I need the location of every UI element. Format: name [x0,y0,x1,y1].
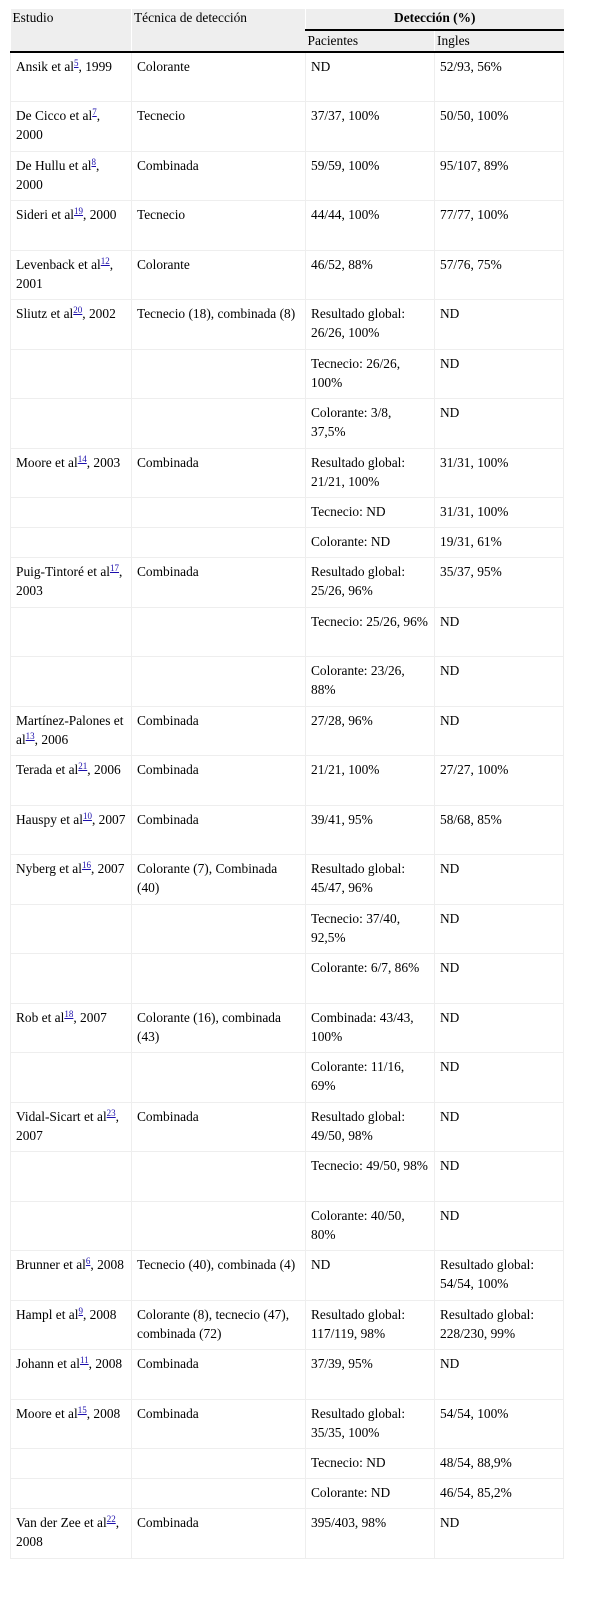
table-row [11,1449,564,1479]
study-year: , 2003 [16,564,123,598]
reference-link[interactable]: 20 [73,305,83,315]
reference-superscript [101,255,110,267]
study-author: Levenback et al [16,256,101,272]
cell-groins: ND [435,706,564,756]
table-row [11,904,564,954]
study-year: , 2008 [88,1356,123,1371]
cell-technique [132,498,306,528]
reference-superscript [73,304,82,316]
cell-groins: ND [435,300,564,350]
cell-study [11,558,132,608]
reference-superscript [107,1107,116,1119]
table-row [11,201,564,251]
cell-technique [132,1152,306,1202]
reference-link[interactable]: 5 [74,58,79,68]
cell-technique: Colorante (7), Combinada (40) [132,855,306,905]
table-row [11,528,564,558]
header-detection-group: Detección (%) [306,9,564,30]
cell-technique [132,1201,306,1251]
cell-study [11,250,132,300]
reference-link[interactable]: 16 [81,860,91,870]
cell-groins: ND [435,349,564,399]
cell-patients: 46/52, 88% [306,250,435,300]
cell-groins: 31/31, 100% [435,498,564,528]
table-row [11,1399,564,1449]
cell-patients: Tecnecio: 26/26, 100% [306,349,435,399]
header-patients: Pacientes [306,30,435,52]
table-row [11,1251,564,1301]
cell-technique: Combinada [132,1102,306,1152]
cell-technique [132,1449,306,1479]
cell-patients: Colorante: 11/16, 69% [306,1053,435,1103]
header-technique: Técnica de detección [132,9,306,52]
table-row [11,349,564,399]
cell-groins: ND [435,904,564,954]
cell-patients: 59/59, 100% [306,151,435,201]
cell-technique [132,1479,306,1509]
cell-technique: Colorante [132,52,306,102]
study-year: , 2007 [90,861,125,876]
cell-groins: 27/27, 100% [435,756,564,806]
cell-study [11,657,132,707]
study-year: , 2002 [82,306,116,321]
cell-technique: Combinada [132,151,306,201]
cell-groins: 35/37, 95% [435,558,564,608]
cell-technique [132,954,306,1004]
cell-groins: 19/31, 61% [435,528,564,558]
study-author: Puig-Tintoré et al [16,564,110,579]
reference-link[interactable]: 22 [106,1514,116,1524]
cell-study [11,349,132,399]
cell-study [11,1449,132,1479]
study-author: Brunner et al [16,1257,86,1272]
cell-groins: ND [435,1201,564,1251]
table-row [11,300,564,350]
cell-patients: Resultado global: 35/35, 100% [306,1399,435,1449]
reference-superscript [64,1008,73,1020]
study-year: , 2008 [90,1257,124,1272]
study-year: , 2006 [87,762,121,777]
cell-groins: 95/107, 89% [435,151,564,201]
study-year: , 2006 [34,731,69,747]
reference-link[interactable]: 7 [92,107,97,117]
cell-groins: ND [435,1152,564,1202]
study-author: Sliutz et al [16,306,74,321]
study-author: Terada et al [16,762,79,777]
cell-study [11,954,132,1004]
reference-superscript [78,453,87,465]
table-row [11,756,564,806]
cell-technique: Colorante (8), tecnecio (47), combinada (72) [132,1300,306,1350]
table-row [11,1509,564,1559]
study-author: Moore et al [16,1405,78,1421]
study-author: Martínez-Palones et al [16,712,124,747]
study-year: , 2008 [16,1515,120,1549]
table-header [11,9,564,52]
table-row [11,498,564,528]
cell-study [11,904,132,954]
cell-patients: Resultado global: 45/47, 96% [306,855,435,905]
cell-technique: Tecnecio (18), combinada (8) [132,300,306,350]
reference-link[interactable]: 9 [78,1305,83,1316]
cell-technique: Colorante (16), combinada (43) [132,1003,306,1053]
table-row [11,1479,564,1509]
cell-study [11,498,132,528]
cell-groins: 50/50, 100% [435,102,564,152]
table-row [11,706,564,756]
study-author: De Hullu et al [16,157,92,173]
cell-technique [132,607,306,657]
table-row [11,448,564,498]
cell-study [11,151,132,201]
table-row [11,250,564,300]
cell-groins: 31/31, 100% [435,448,564,498]
table-row [11,1300,564,1350]
cell-study [11,399,132,449]
cell-patients: Tecnecio: 37/40, 92,5% [306,904,435,954]
cell-study [11,1350,132,1400]
cell-groins: ND [435,1102,564,1152]
cell-groins: ND [435,399,564,449]
table-row [11,52,564,102]
cell-study [11,1152,132,1202]
reference-link[interactable]: 8 [91,156,96,167]
cell-patients: Tecnecio: 25/26, 96% [306,607,435,657]
study-author: Johann et al [16,1356,80,1371]
study-year: , 2007 [16,1108,120,1143]
cell-groins: 57/76, 75% [435,250,564,300]
cell-technique: Tecnecio [132,102,306,152]
cell-technique: Combinada [132,756,306,806]
table-row [11,102,564,152]
table-row [11,805,564,855]
study-year: , 2003 [86,454,121,470]
cell-technique [132,528,306,558]
cell-study [11,607,132,657]
cell-patients: ND [306,52,435,102]
study-year: , 2007 [91,811,126,827]
cell-groins: ND [435,1509,564,1559]
study-author: Nyberg et al [16,861,82,876]
cell-study [11,300,132,350]
cell-study [11,1509,132,1559]
reference-superscript [78,1404,87,1416]
cell-technique [132,904,306,954]
cell-technique [132,657,306,707]
cell-study [11,52,132,102]
table-row [11,1102,564,1152]
cell-study [11,1251,132,1301]
study-author: Rob et al [16,1009,65,1025]
reference-link[interactable]: 21 [78,761,88,771]
cell-groins: Resultado global: 228/230, 99% [435,1300,564,1350]
cell-technique: Combinada [132,448,306,498]
study-year: , 2007 [73,1009,107,1025]
table-row [11,1053,564,1103]
study-author: Moore et al [16,454,78,470]
table-row [11,558,564,608]
reference-link[interactable]: 19 [74,206,84,216]
cell-patients: Colorante: 40/50, 80% [306,1201,435,1251]
cell-patients: Colorante: 23/26, 88% [306,657,435,707]
study-author: Vidal-Sicart et al [16,1108,107,1124]
cell-study [11,1003,132,1053]
study-year: , 2001 [16,256,114,291]
cell-patients: Resultado global: 26/26, 100% [306,300,435,350]
cell-patients: Resultado global: 49/50, 98% [306,1102,435,1152]
cell-groins: ND [435,657,564,707]
study-year: , 2008 [86,1405,121,1421]
cell-study [11,102,132,152]
study-author: Ansik et al [16,59,75,74]
reference-superscript [82,859,91,871]
study-author: De Cicco et al [16,108,93,123]
cell-technique: Tecnecio (40), combinada (4) [132,1251,306,1301]
table-row [11,657,564,707]
cell-patients: ND [306,1251,435,1301]
cell-study [11,528,132,558]
table-row [11,607,564,657]
cell-study [11,1102,132,1152]
cell-patients: Combinada: 43/43, 100% [306,1003,435,1053]
reference-superscript [83,810,92,822]
cell-technique: Tecnecio [132,201,306,251]
cell-patients: 27/28, 96% [306,706,435,756]
cell-technique: Combinada [132,706,306,756]
table-row [11,151,564,201]
cell-technique [132,1053,306,1103]
cell-technique: Combinada [132,558,306,608]
study-author: Sideri et al [16,207,75,222]
study-year: , 2000 [83,207,117,222]
cell-patients: Colorante: ND [306,528,435,558]
cell-technique: Combinada [132,1399,306,1449]
study-author: Hauspy et al [16,811,83,827]
study-author: Hampl et al [16,1306,79,1322]
cell-technique [132,399,306,449]
cell-patients: Colorante: 3/8, 37,5% [306,399,435,449]
cell-groins: ND [435,1003,564,1053]
cell-patients: 44/44, 100% [306,201,435,251]
cell-technique: Combinada [132,1350,306,1400]
cell-groins: ND [435,607,564,657]
cell-groins: 48/54, 88,9% [435,1449,564,1479]
detection-table-container [10,9,563,1559]
table-row [11,1003,564,1053]
cell-patients: Resultado global: 25/26, 96% [306,558,435,608]
cell-study [11,1399,132,1449]
cell-patients: Colorante: ND [306,1479,435,1509]
reference-link[interactable]: 15 [77,1404,87,1415]
reference-link[interactable]: 23 [106,1107,116,1118]
cell-study [11,1300,132,1350]
cell-groins: ND [435,1350,564,1400]
table-row [11,1152,564,1202]
reference-superscript [74,205,83,217]
cell-patients: Colorante: 6/7, 86% [306,954,435,1004]
cell-patients: 39/41, 95% [306,805,435,855]
cell-groins: 54/54, 100% [435,1399,564,1449]
reference-superscript [107,1513,116,1525]
cell-patients: Tecnecio: ND [306,1449,435,1479]
cell-patients: 37/39, 95% [306,1350,435,1400]
reference-link[interactable]: 13 [25,730,35,741]
study-year: , 2000 [16,108,101,142]
cell-groins: 46/54, 85,2% [435,1479,564,1509]
cell-study [11,805,132,855]
header-groins: Ingles [435,30,564,52]
cell-study [11,1479,132,1509]
reference-superscript [26,730,35,742]
cell-patients: Tecnecio: 49/50, 98% [306,1152,435,1202]
study-author: Van der Zee et al [16,1515,107,1530]
detection-table [10,9,564,1559]
reference-link[interactable]: 11 [79,1355,89,1365]
cell-groins: 58/68, 85% [435,805,564,855]
cell-study [11,201,132,251]
cell-study [11,706,132,756]
study-year: , 2008 [82,1306,117,1322]
cell-patients: 37/37, 100% [306,102,435,152]
table-row [11,855,564,905]
table-row [11,1201,564,1251]
reference-link[interactable]: 18 [64,1008,74,1019]
cell-patients: Tecnecio: ND [306,498,435,528]
cell-technique: Combinada [132,1509,306,1559]
cell-study [11,855,132,905]
reference-superscript [110,562,119,574]
cell-study [11,1201,132,1251]
cell-groins: Resultado global: 54/54, 100% [435,1251,564,1301]
reference-superscript [78,760,87,772]
cell-groins: ND [435,1053,564,1103]
cell-patients: Resultado global: 117/119, 98% [306,1300,435,1350]
cell-groins: 52/93, 56% [435,52,564,102]
reference-link[interactable]: 14 [77,453,87,464]
table-row [11,954,564,1004]
study-year: , 2000 [16,157,100,192]
reference-link[interactable]: 17 [109,563,119,573]
cell-study [11,448,132,498]
table-body [11,52,564,1558]
reference-superscript [80,1354,89,1366]
study-year: , 1999 [78,59,112,74]
cell-patients: 395/403, 98% [306,1509,435,1559]
reference-link[interactable]: 10 [82,810,92,821]
reference-link[interactable]: 6 [85,1256,91,1266]
cell-technique: Combinada [132,805,306,855]
cell-groins: ND [435,954,564,1004]
cell-groins: 77/77, 100% [435,201,564,251]
cell-patients: 21/21, 100% [306,756,435,806]
cell-study [11,756,132,806]
table-row [11,1350,564,1400]
cell-study [11,1053,132,1103]
header-study: Estudio [11,9,132,52]
cell-patients: Resultado global: 21/21, 100% [306,448,435,498]
cell-technique [132,349,306,399]
table-row [11,399,564,449]
cell-groins: ND [435,855,564,905]
cell-technique: Colorante [132,250,306,300]
reference-link[interactable]: 12 [100,255,110,266]
